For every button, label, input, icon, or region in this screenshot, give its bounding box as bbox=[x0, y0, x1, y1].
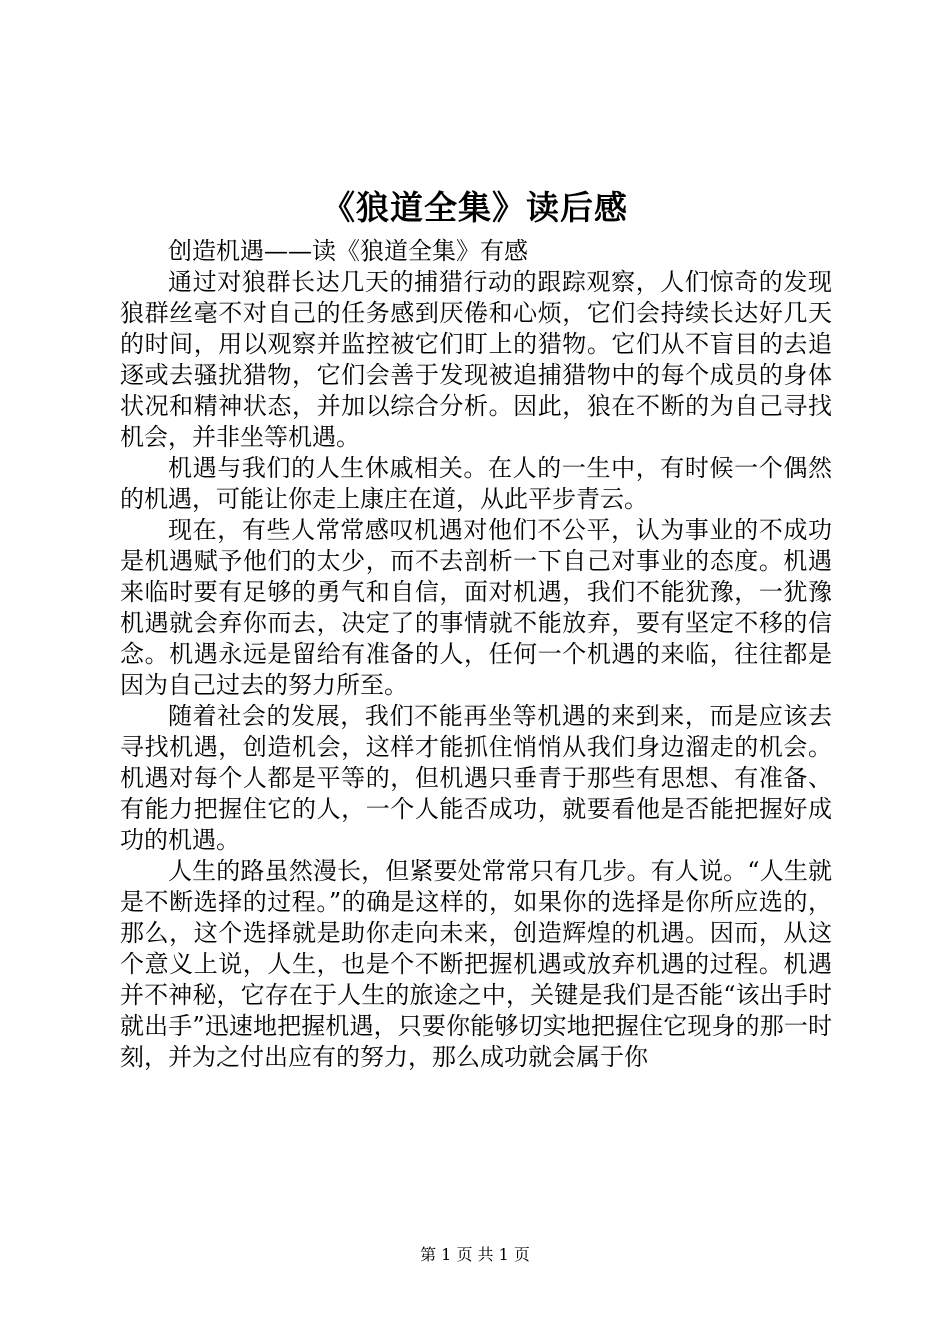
document-title: 《狼道全集》读后感 bbox=[322, 188, 628, 227]
body-paragraph: 随着社会的发展，我们不能再坐等机遇的来到来，而是应该去寻找机遇，创造机会，这样才能抓住悄悄从我们身边溜走的机会。机遇对每个人都是平等的，但机遇只垂青于那些有思想、有准备、有能力把握住它的人，一个人能否成功，就要看他是否能把握好成功的机遇。 bbox=[120, 702, 832, 854]
body-paragraph: 通过对狼群长达几天的捕猎行动的跟踪观察，人们惊奇的发现狼群丝毫不对自己的任务感到厌倦和心烦，它们会持续长达好几天的时间，用以观察并监控被它们盯上的猎物。它们从不盲目的去追逐或去骚扰猎物，它们会善于发现被追捕猎物中的每个成员的身体状况和精神状态，并加以综合分析。因此，狼在不断的为自己寻找机会，并非坐等机遇。 bbox=[120, 268, 832, 451]
document-body bbox=[120, 236, 832, 1073]
subtitle-paragraph: 创造机遇——读《狼道全集》有感 bbox=[168, 237, 528, 265]
body-paragraph: 人生的路虽然漫长，但紧要处常常只有几步。有人说。“人生就是不断选择的过程。”的确是这样的，如果你的选择是你所应选的，那么，这个选择就是助你走向未来，创造辉煌的机遇。因而，从这个意义上说，人生，也是个不断把握机遇或放弃机遇的过程。机遇并不神秘，它存在于人生的旅途之中，关键是我们是否能“该出手时就出手”迅速地把握机遇，只要你能够切实地把握住它现身的那一时刻，并为之付出应有的努力，那么成功就会属于你 bbox=[120, 857, 832, 1071]
body-paragraph: 现在，有些人常常感叹机遇对他们不公平，认为事业的不成功是机遇赋予他们的太少，而不去剖析一下自己对事业的态度。机遇来临时要有足够的勇气和自信，面对机遇，我们不能犹豫，一犹豫机遇就会弃你而去，决定了的事情就不能放弃，要有坚定不移的信念。机遇永远是留给有准备的人，任何一个机遇的来临，往往都是因为自己过去的努力所至。 bbox=[120, 516, 832, 699]
body-paragraph: 机遇与我们的人生休戚相关。在人的一生中，有时候一个偶然的机遇，可能让你走上康庄在道，从此平步青云。 bbox=[120, 454, 832, 513]
page-number-footer: 第 1 页 共 1 页 bbox=[420, 1245, 530, 1264]
